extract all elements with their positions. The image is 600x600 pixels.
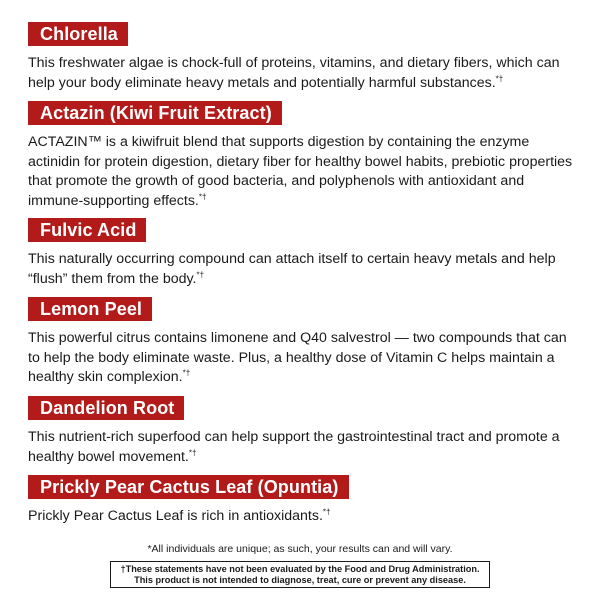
disclaimer-line-2: This product is not intended to diagnose, treat, cure or prevent any disease. — [134, 575, 466, 585]
section-description — [28, 54, 578, 93]
disclaimer-line-1: †These statements have not been evaluated by the Food and Drug Administration. — [120, 564, 480, 574]
section-heading: Prickly Pear Cactus Leaf (Opuntia) — [28, 475, 349, 499]
description-text: This freshwater algae is chock-full of proteins, vitamins, and dietary fibers, which can help your body eliminate heavy metals and potentially harmful substances. — [28, 55, 560, 91]
fda-disclaimer — [110, 561, 490, 588]
footnote-marks: *† — [322, 507, 331, 517]
footnote-marks: *† — [196, 269, 205, 279]
description-text: This naturally occurring compound can attach itself to certain heavy metals and help “flush” them from the body. — [28, 251, 556, 287]
section-heading: Dandelion Root — [28, 396, 184, 420]
section-description — [28, 428, 578, 467]
description-text: ACTAZIN™ is a kiwifruit blend that supports digestion by containing the enzyme actinidin for protein digestion, dietary fiber for healthy bowel habits, prebiotic properties that promote the growth of good bacteria, and polyphenols with antioxidant and immune-supporting effects. — [28, 134, 573, 209]
section-dandelion-root — [28, 396, 578, 475]
footnote-marks: *† — [198, 191, 207, 201]
description-text: Prickly Pear Cactus Leaf is rich in antioxidants. — [28, 508, 323, 524]
footnote-marks: *† — [188, 447, 197, 457]
section-heading: Chlorella — [28, 22, 128, 46]
section-heading: Fulvic Acid — [28, 218, 146, 242]
footnote-marks: *† — [182, 368, 191, 378]
description-text: This nutrient-rich superfood can help support the gastrointestinal tract and promote a healthy bowel movement. — [28, 429, 560, 465]
section-lemon-peel — [28, 297, 578, 396]
section-description — [28, 133, 578, 211]
section-chlorella — [28, 22, 578, 101]
section-description — [28, 329, 578, 388]
section-fulvic-acid — [28, 218, 578, 297]
section-heading: Actazin (Kiwi Fruit Extract) — [28, 101, 282, 125]
ingredients-list — [28, 22, 578, 527]
section-heading: Lemon Peel — [28, 297, 152, 321]
section-prickly-pear — [28, 475, 578, 527]
section-description — [28, 250, 578, 289]
results-vary-note: *All individuals are unique; as such, your results can and will vary. — [147, 543, 453, 555]
section-description — [28, 507, 578, 527]
description-text: This powerful citrus contains limonene and Q40 salvestrol — two compounds that can to help the body eliminate waste. Plus, a healthy dose of Vitamin C helps maintain a healthy skin complexion. — [28, 330, 567, 385]
footnote-marks: *† — [495, 73, 504, 83]
section-actazin — [28, 101, 578, 218]
